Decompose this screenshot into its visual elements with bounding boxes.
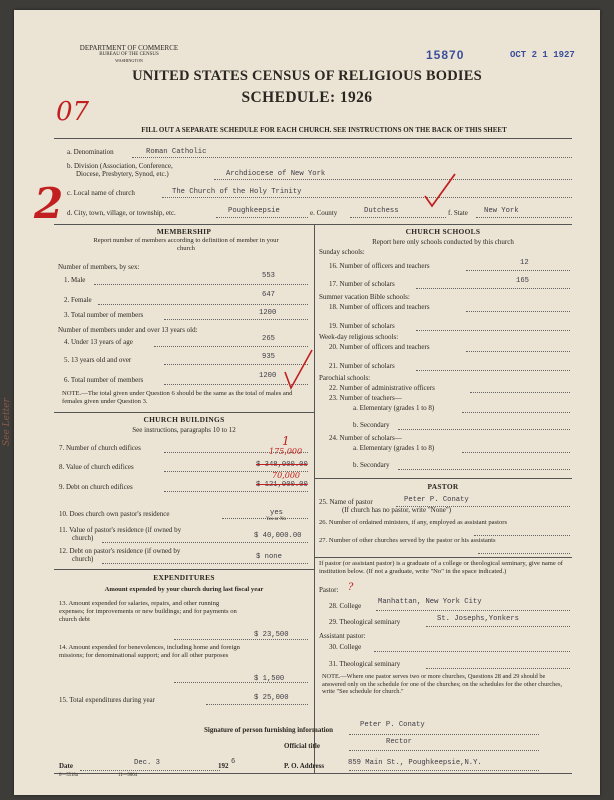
signature-line bbox=[349, 734, 539, 735]
q11-label-2: church) bbox=[72, 534, 94, 542]
handwritten-code: 07 bbox=[56, 97, 90, 127]
q24a-line bbox=[462, 452, 570, 453]
city-value: Poughkeepsie bbox=[228, 207, 280, 215]
q30-line bbox=[374, 651, 570, 652]
q7-value: 1 bbox=[282, 434, 290, 448]
city-line bbox=[216, 217, 308, 218]
summer-schools-label: Summer vacation Bible schools: bbox=[319, 293, 410, 301]
q24-label: 24. Number of scholars— bbox=[329, 434, 402, 442]
q14-label: 14. Amount expended for benevolences, including home and foreign missions; for denominational support; and for all other purposes bbox=[59, 644, 240, 659]
state-value: New York bbox=[484, 207, 519, 215]
po-address-label: P. O. Address bbox=[284, 762, 325, 770]
q13-label: 13. Amount expended for salaries, repairs, and other running expenses; for improvements or new buildings; and for payments on church debt bbox=[59, 600, 237, 623]
q23b-label: b. Secondary bbox=[353, 421, 390, 429]
buildings-heading: CHURCH BUILDINGS bbox=[143, 415, 225, 424]
signature-label: Signature of person furnishing information bbox=[204, 726, 333, 734]
q7-label: 7. Number of church edifices bbox=[59, 444, 141, 452]
county-line bbox=[350, 217, 446, 218]
q28-value: Manhattan, New York City bbox=[378, 598, 482, 606]
expenditures-rule bbox=[54, 569, 314, 570]
q24b-label: b. Secondary bbox=[353, 461, 390, 469]
form-instruction: FILL OUT A SEPARATE SCHEDULE FOR EACH CHURCH. SEE INSTRUCTIONS ON THE BACK OF THIS SHEET bbox=[141, 126, 507, 134]
q21-label: 21. Number of scholars bbox=[329, 362, 395, 370]
schools-heading: CHURCH SCHOOLS bbox=[405, 227, 481, 236]
bureau-city: WASHINGTON bbox=[115, 58, 143, 63]
q28-label: 28. College bbox=[329, 602, 362, 610]
church-name-value: The Church of the Holy Trinity bbox=[172, 188, 302, 196]
q16-label: 16. Number of officers and teachers bbox=[329, 262, 430, 270]
buildings-rule bbox=[54, 412, 314, 413]
q2-label: 2. Female bbox=[64, 296, 92, 304]
denomination-label: a. Denomination bbox=[67, 148, 114, 156]
date-line bbox=[80, 770, 220, 771]
q6-label: 6. Total number of members bbox=[64, 376, 144, 384]
dept-name: DEPARTMENT OF COMMERCE bbox=[79, 44, 179, 52]
table-top-rule bbox=[54, 224, 572, 225]
schools-intro: Report here only schools conducted by this church bbox=[372, 238, 514, 246]
print-number: 11—9064 bbox=[118, 773, 138, 778]
pastor-subheading: Pastor: bbox=[319, 586, 339, 594]
buildings-subheading: See instructions, paragraphs 10 to 12 bbox=[132, 426, 236, 434]
expenditures-heading: EXPENDITURES bbox=[153, 573, 215, 582]
official-title-value: Rector bbox=[386, 738, 412, 746]
q16-value: 12 bbox=[520, 259, 529, 267]
q6-value: 1200 bbox=[259, 372, 277, 380]
county-label: e. County bbox=[310, 209, 338, 217]
official-title-line bbox=[349, 750, 539, 751]
members-by-sex-label: Number of members, by sex: bbox=[58, 263, 140, 271]
q11-label: 11. Value of pastor's residence (if owned by bbox=[59, 526, 182, 534]
q25-note: (If church has no pastor, write "None") bbox=[342, 506, 452, 514]
handwritten-margin-mark: 2 bbox=[34, 179, 64, 228]
graduate-note: If pastor (or assistant pastor) is a graduate of a college or theological seminary, give name of institution below. (If not a graduate, write "No" in the space indicated.) bbox=[319, 560, 564, 575]
q20-label: 20. Number of officers and teachers bbox=[329, 343, 430, 351]
q9-value: $ 121,000.00 bbox=[256, 481, 308, 489]
state-line bbox=[476, 217, 572, 218]
denomination-value: Roman Catholic bbox=[146, 148, 207, 156]
header-rule bbox=[54, 138, 572, 139]
q22-label: 22. Number of administrative officers bbox=[329, 384, 435, 392]
receipt-number-stamp: 15870 bbox=[426, 48, 465, 62]
q24b-line bbox=[398, 469, 570, 470]
q28-line bbox=[376, 610, 570, 611]
q9-handwritten: 70,000 bbox=[272, 471, 300, 480]
q27-line bbox=[478, 553, 570, 554]
division-line bbox=[214, 179, 572, 180]
q26-label: 26. Number of ordained ministers, if any, employed as assistant pastors bbox=[319, 519, 508, 526]
receipt-date-stamp: OCT 2 1 1927 bbox=[510, 50, 575, 60]
q12-label: 12. Debt on pastor's residence (if owned by bbox=[59, 547, 181, 555]
pastor-handwritten-mark: ? bbox=[348, 582, 354, 593]
q8-label: 8. Value of church edifices bbox=[59, 463, 134, 471]
q1-value: 553 bbox=[262, 272, 275, 280]
q14-line bbox=[174, 682, 308, 683]
census-schedule-sheet bbox=[2, 10, 600, 795]
church-name-line bbox=[162, 197, 572, 198]
margin-see-letter-note: See Letter bbox=[2, 398, 12, 446]
q25-value: Peter P. Conaty bbox=[404, 496, 469, 504]
q20-line bbox=[466, 351, 570, 352]
q5-value: 935 bbox=[262, 353, 275, 361]
under-over-label: Number of members under and over 13 years old: bbox=[58, 326, 198, 334]
q15-label: 15. Total expenditures during year bbox=[59, 696, 155, 704]
weekday-schools-label: Week-day religious schools: bbox=[319, 333, 399, 341]
q11-line bbox=[102, 542, 308, 543]
bureau-name: BUREAU OF THE CENSUS bbox=[99, 52, 159, 57]
signature-value: Peter P. Conaty bbox=[360, 721, 425, 729]
membership-note: NOTE.—The total given under Question 6 should be the same as the total of males and females given under Question 3. bbox=[62, 390, 293, 405]
pastor-rule bbox=[314, 478, 572, 479]
form-number: 6—5518a bbox=[59, 773, 78, 778]
q3-line bbox=[164, 319, 308, 320]
q22-line bbox=[470, 392, 570, 393]
q13-line bbox=[174, 639, 308, 640]
q29-value: St. Josephs,Yonkers bbox=[437, 615, 519, 623]
date-label: Date bbox=[59, 762, 73, 770]
church-name-label: c. Local name of church bbox=[67, 189, 135, 197]
year-prefix: 192 bbox=[218, 762, 229, 770]
q11-value: $ 40,000.00 bbox=[254, 532, 302, 540]
county-value: Dutchess bbox=[364, 207, 399, 215]
q29-label: 29. Theological seminary bbox=[329, 618, 401, 626]
q9-line bbox=[164, 491, 308, 492]
q31-label: 31. Theological seminary bbox=[329, 660, 401, 668]
q25-label: 25. Name of pastor bbox=[319, 498, 373, 506]
q15-line bbox=[206, 704, 308, 705]
red-checkmark-icon bbox=[422, 172, 458, 210]
q31-line bbox=[426, 668, 570, 669]
city-label: d. City, town, village, or township, etc. bbox=[67, 209, 176, 217]
pastor-note: NOTE.—Where one pastor serves two or more churches, Questions 28 and 29 should be answered only on the schedule for one of the churches; on the schedules for the other churches, write "See schedule for church." bbox=[322, 673, 563, 695]
division-label-2: Diocese, Presbytery, Synod, etc.) bbox=[76, 170, 169, 178]
q9-label: 9. Debt on church edifices bbox=[59, 483, 133, 491]
membership-heading: MEMBERSHIP bbox=[156, 227, 212, 236]
q1-line bbox=[94, 284, 308, 285]
division-label: b. Division (Association, Conference, bbox=[67, 162, 173, 170]
q3-value: 1200 bbox=[259, 309, 277, 317]
q27-label: 27. Number of other churches served by the pastor or his assistants bbox=[319, 537, 496, 544]
assistant-pastor-label: Assistant pastor: bbox=[319, 632, 366, 640]
q5-label: 5. 13 years old and over bbox=[64, 356, 132, 364]
state-label: f. State bbox=[448, 209, 468, 217]
graduate-rule bbox=[314, 557, 572, 558]
division-value: Archdiocese of New York bbox=[226, 170, 326, 178]
q23a-label: a. Elementary (grades 1 to 8) bbox=[353, 404, 435, 412]
form-title: UNITED STATES CENSUS OF RELIGIOUS BODIES bbox=[132, 68, 482, 84]
q2-line bbox=[98, 304, 308, 305]
q23-label: 23. Number of teachers— bbox=[329, 394, 402, 402]
q29-line bbox=[426, 626, 570, 627]
q12-line bbox=[102, 563, 308, 564]
q23a-line bbox=[462, 412, 570, 413]
q8-value: $ 348,000.00 bbox=[256, 461, 308, 469]
red-checkmark-icon bbox=[282, 348, 314, 392]
q24a-label: a. Elementary (grades 1 to 8) bbox=[353, 444, 435, 452]
q4-line bbox=[154, 346, 308, 347]
q17-line bbox=[416, 288, 570, 289]
yes-or-no-hint: Yes or No bbox=[266, 517, 287, 522]
q14-value: $ 1,500 bbox=[254, 675, 285, 683]
q10-line bbox=[222, 518, 308, 519]
expenditures-subheading: Amount expended by your church during last fiscal year bbox=[104, 586, 264, 593]
q2-value: 647 bbox=[262, 291, 275, 299]
q21-line bbox=[416, 370, 570, 371]
po-address-value: 859 Main St., Poughkeepsie,N.Y. bbox=[348, 759, 482, 767]
q15-value: $ 25,000 bbox=[254, 694, 289, 702]
q10-value: yes bbox=[270, 509, 283, 517]
q8-handwritten: 175,000 bbox=[269, 447, 303, 456]
q19-label: 19. Number of scholars bbox=[329, 322, 395, 330]
q4-value: 265 bbox=[262, 335, 275, 343]
pastor-heading: PASTOR bbox=[427, 482, 459, 491]
denomination-line bbox=[132, 157, 572, 158]
q23b-line bbox=[398, 429, 570, 430]
q26-line bbox=[474, 535, 570, 536]
q12-label-2: church) bbox=[72, 555, 94, 563]
po-address-line bbox=[349, 770, 539, 771]
form-schedule-title: SCHEDULE: 1926 bbox=[241, 89, 373, 106]
q17-label: 17. Number of scholars bbox=[329, 280, 395, 288]
q30-label: 30. College bbox=[329, 643, 362, 651]
q3-label: 3. Total number of members bbox=[64, 311, 144, 319]
q12-value: $ none bbox=[256, 553, 282, 561]
official-title-label: Official title bbox=[284, 742, 320, 750]
q13-value: $ 23,500 bbox=[254, 631, 289, 639]
q17-value: 165 bbox=[516, 277, 529, 285]
q1-label: 1. Male bbox=[64, 276, 86, 284]
column-divider bbox=[314, 224, 315, 773]
q10-label: 10. Does church own pastor's residence bbox=[59, 510, 170, 518]
q4-label: 4. Under 13 years of age bbox=[64, 338, 133, 346]
membership-intro: Report number of members according to definition of member in your church bbox=[93, 237, 279, 252]
parochial-schools-label: Parochial schools: bbox=[319, 374, 371, 382]
date-value: Dec. 3 bbox=[134, 759, 160, 767]
q18-line bbox=[466, 311, 570, 312]
q19-line bbox=[416, 330, 570, 331]
q18-label: 18. Number of officers and teachers bbox=[329, 303, 430, 311]
sunday-schools-label: Sunday schools: bbox=[319, 248, 365, 256]
year-digit: 6 bbox=[231, 758, 236, 766]
q16-line bbox=[466, 270, 570, 271]
